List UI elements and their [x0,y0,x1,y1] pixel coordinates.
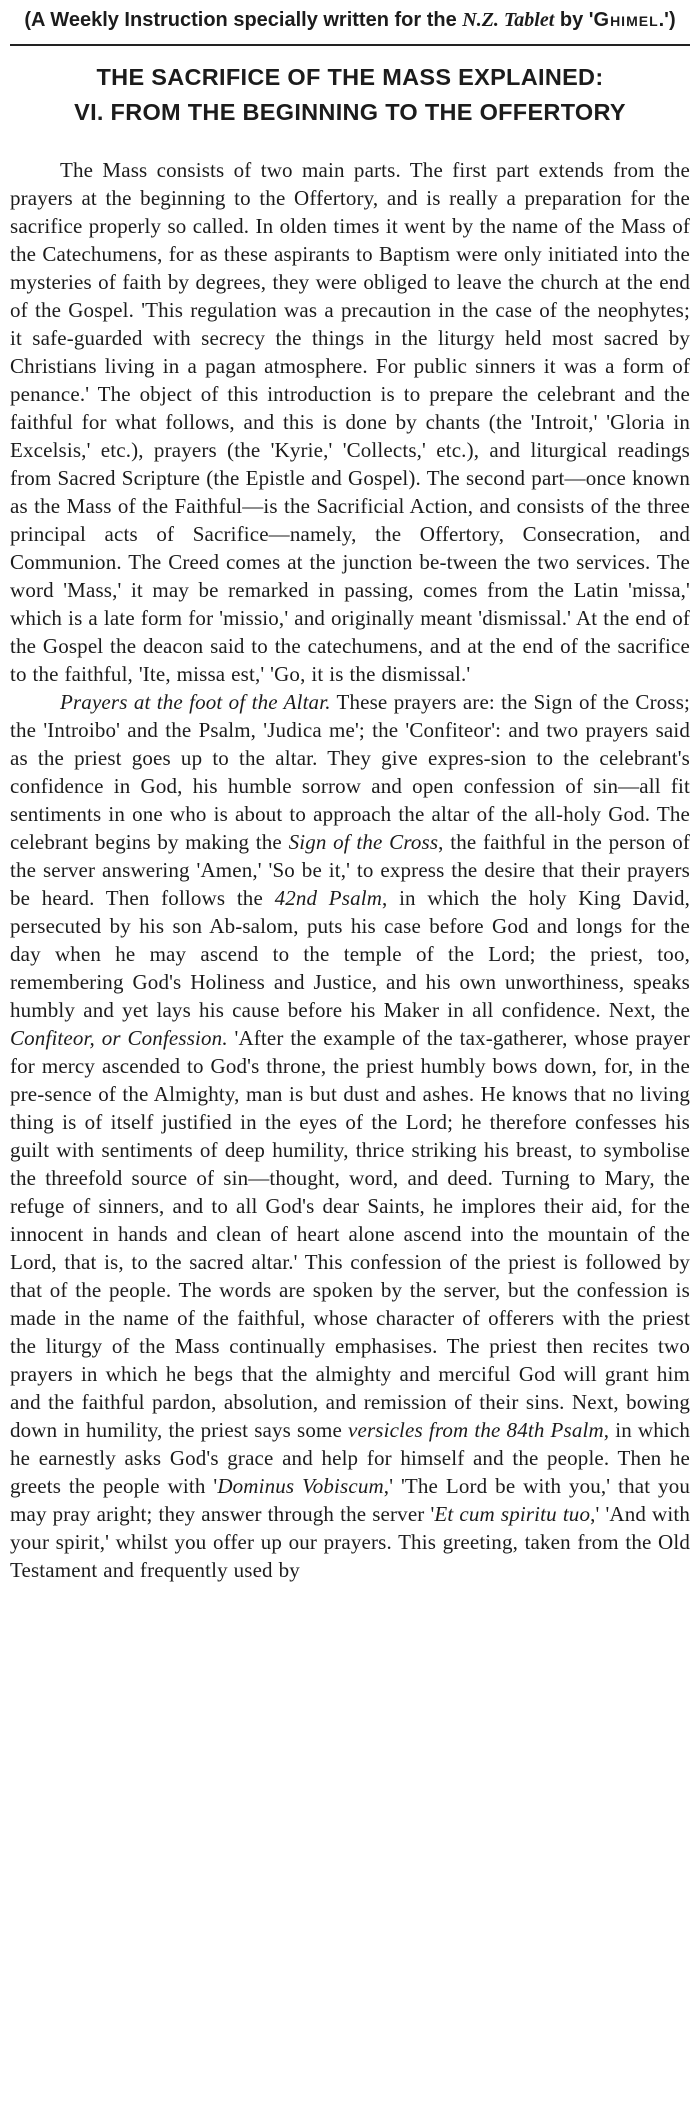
p2-italic-confiteor: Confiteor, or Confession. [10,1026,228,1050]
p2-italic-et-cum-spiritu: Et cum spiritu tuo [434,1502,591,1526]
p2-heading-italic: Prayers at the foot of the Altar. [60,690,331,714]
header-publication: N.Z. Tablet [462,9,555,31]
p2-italic-42nd-psalm: 42nd Psalm [274,886,383,910]
paragraph-1: The Mass consists of two main parts. The first part extends from the prayers at the beginning to the Offertory, and is really a preparation for the sacrifice properly so called. In olden times it went by the name of the Mass of the Catechumens, for as these aspirants to Baptism were only initiated into the mysteries of faith by degrees, they were obliged to leave the church at the end of the Gospel. 'This regulation was a precaution in the case of the neophytes; it safe-guarded with secrecy the things in the liturgy held most sacred by Christians living in a pagan atmosphere. For public sinners it was a form of penance.' The object of this introduction is to prepare the celebrant and the faithful for what follows, and this is done by chants (the 'Introit,' 'Gloria in Excelsis,' etc.), prayers (the 'Kyrie,' 'Collects,' etc.), and liturgical readings from Sacred Scripture (the Epistle and Gospel). The second part—once known as the Mass of the Faithful—is the Sacrificial Action, and consists of the three principal acts of Sacrifice—namely, the Offertory, Consecration, and Communion. The Creed comes at the junction be-tween the two services. The word 'Mass,' it may be remarked in passing, comes from the Latin 'missa,' which is a late form for 'missio,' and originally meant 'dismissal.' At the end of the Gospel the deacon said to the catechumens, and at the end of the sacrifice to the faithful, 'Ite, missa est,' 'Go, it is the dismissal.' [10,158,690,686]
p2-italic-sign-of-cross: Sign of the Cross [288,830,439,854]
p2-italic-dominus-vobiscum: Dominus Vobiscum [217,1474,384,1498]
title-line-2: VI. FROM THE BEGINNING TO THE OFFERTORY [74,99,626,125]
header-divider [10,44,690,46]
p2-text: , in which he earnestly asks God's grace and help for himself and the people. Then he greets the people with ' [10,1418,690,1498]
p2-text: ,' 'And with your spirit,' whilst you offer up our prayers. This greeting, taken from the Old Testament and frequently used by [10,1502,690,1582]
header-suffix: .') [658,9,676,31]
article-title [10,60,690,130]
header-prefix: (A Weekly Instruction specially written for the [24,9,463,31]
p2-text: 'After the example of the tax-gatherer, whose prayer for mercy ascended to God's throne, the priest humbly bows down, for, in the pre-sence of the Almighty, man is but dust and ashes. He knows that no living thing is of itself justified in the eyes of the Lord; he therefore confesses his guilt with sentiments of deep humility, thrice striking his breast, to symbolise the threefold source of sin—thought, word, and deed. Turning to Mary, the refuge of sinners, and to all God's dear Saints, he implores their aid, for the innocent in hands and clean of heart alone ascend into the mountain of the Lord, that is, to the sacred altar.' This confession of the priest is followed by that of the people. The words are spoken by the server, but the confession is made in the name of the faithful, whose character of offerers with the priest the liturgy of the Mass continually emphasises. The priest then recites two prayers in which he begs that the almighty and merciful God will grant him and the faithful pardon, absolution, and remission of their sins. Next, bowing down in humility, the priest says some [10,1026,690,1442]
column-header [10,6,690,34]
p2-text: ,' 'The Lord be with you,' that you may pray aright; they answer through the server ' [10,1474,690,1526]
title-line-1: THE SACRIFICE OF THE MASS EXPLAINED: [96,64,604,90]
paragraph-2 [10,688,690,1584]
p2-text: , in which the holy King David, persecuted by his son Ab-salom, puts his case before God and longs for the day when he may ascend to the temple of the Lord; the priest, too, remembering God's Holiness and Justice, and his own unworthiness, speaks humbly and yet lays his cause before his Maker in all confidence. Next, the [10,886,691,1022]
header-author: Ghimel [593,9,659,31]
p2-text: These prayers are: the Sign of the Cross; the 'Introibo' and the Psalm, 'Judica me'; the 'Confiteor': and two prayers said as the priest goes up to the altar. They give expres-sion to the celebrant's confidence in God, his humble sorrow and open confession of sin—all fit sentiments in one who is about to approach the altar of the all-holy God. The celebrant begins by making the [10,690,691,854]
p2-text: , the faithful in the person of the server answering 'Amen,' 'So be it,' to express the desire that their prayers be heard. Then follows the [10,830,690,910]
header-middle: by ' [554,9,594,31]
p2-italic-versicles: versicles from the 84th Psalm [348,1418,604,1442]
